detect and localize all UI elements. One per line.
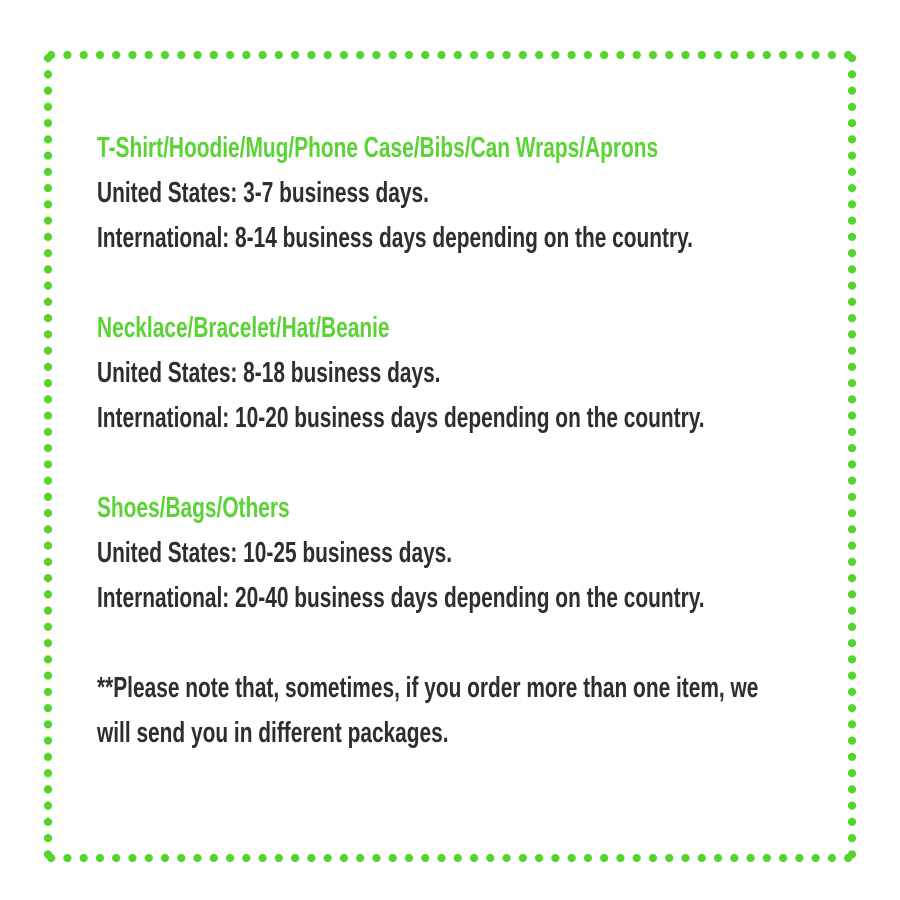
international-shipping-line: International: 10-20 business days depending on the country. (97, 402, 705, 434)
packages-note-line: **Please note that, sometimes, if you order more than one item, we (97, 672, 759, 704)
section-heading: T-Shirt/Hoodie/Mug/Phone Case/Bibs/Can Wraps/Aprons (97, 132, 659, 164)
international-shipping-line: International: 8-14 business days depending on the country. (97, 222, 693, 254)
packages-note (97, 666, 857, 756)
section-heading: Shoes/Bags/Others (97, 492, 290, 524)
us-shipping-line: United States: 8-18 business days. (97, 357, 441, 389)
shipping-notice (97, 126, 857, 756)
shipping-section-shoes-bags (97, 486, 857, 621)
dotted-border-left (43, 50, 53, 863)
dotted-border-bottom (43, 853, 857, 863)
shipping-section-accessories (97, 306, 857, 441)
international-shipping-line: International: 20-40 business days depending on the country. (97, 582, 705, 614)
packages-note-line: will send you in different packages. (97, 717, 449, 749)
us-shipping-line: United States: 3-7 business days. (97, 177, 429, 209)
shipping-section-apparel (97, 126, 857, 261)
section-heading: Necklace/Bracelet/Hat/Beanie (97, 312, 390, 344)
dotted-border-top (43, 50, 857, 60)
us-shipping-line: United States: 10-25 business days. (97, 537, 453, 569)
